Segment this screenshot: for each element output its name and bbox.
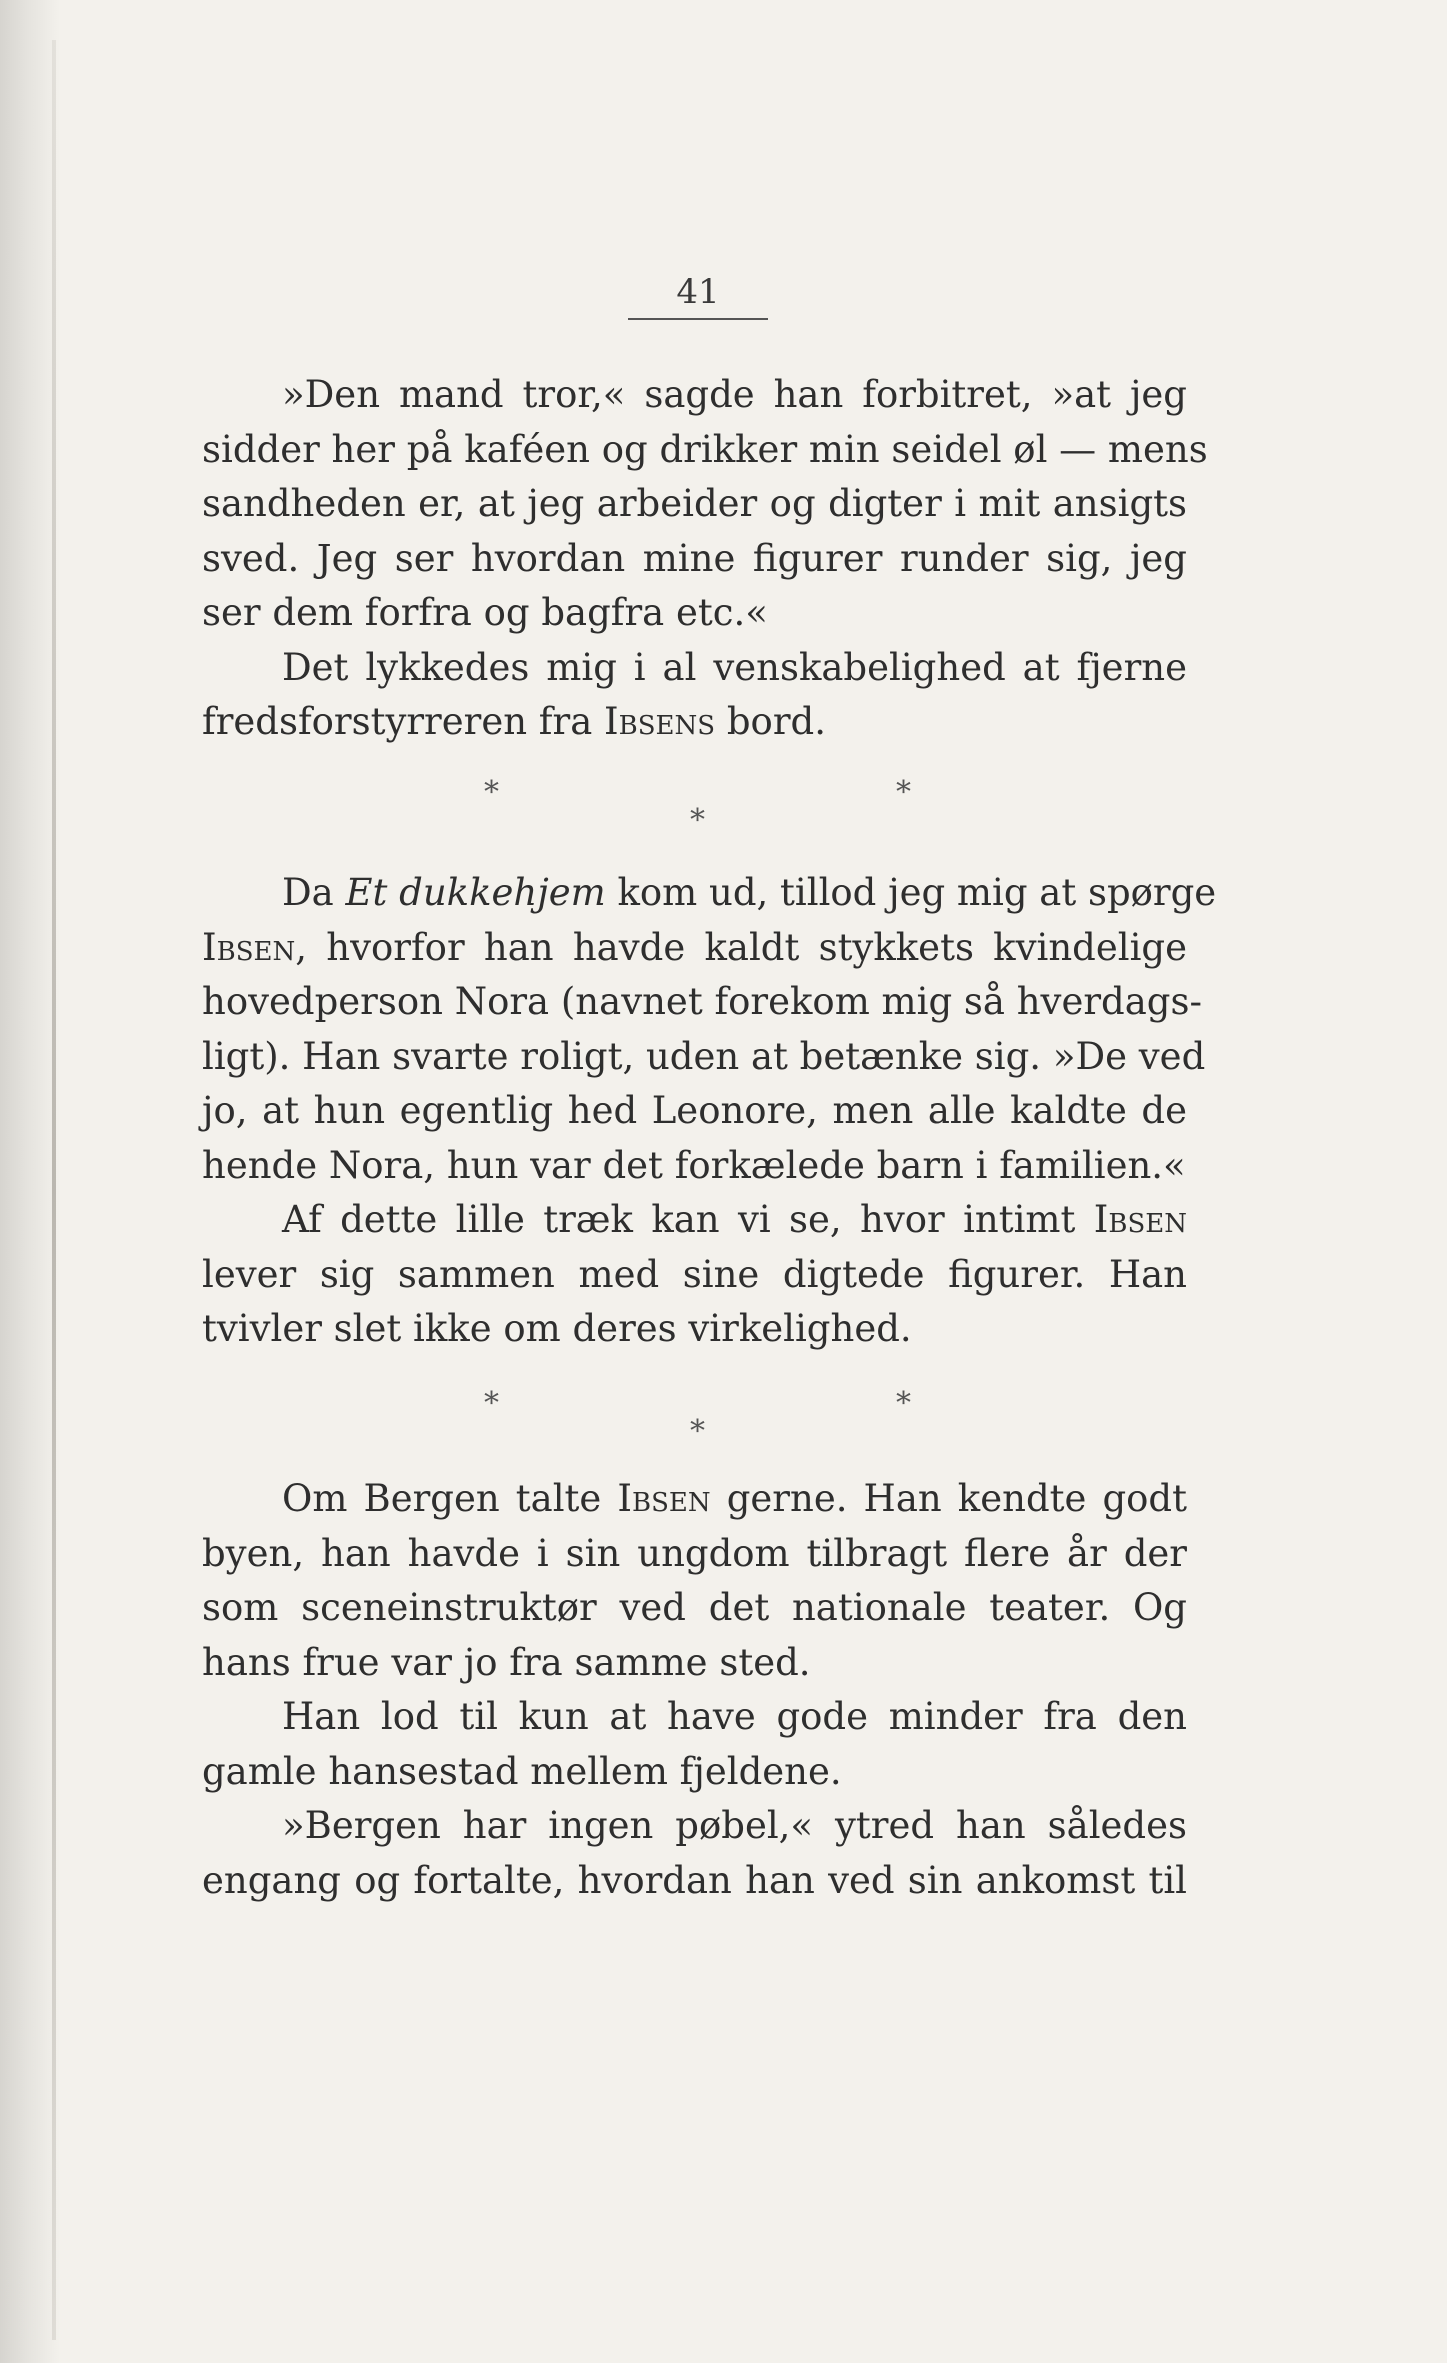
text-line <box>202 1527 1187 1582</box>
text-line <box>202 368 1187 423</box>
line-text: byen, han havde i sin ungdom tilbragt flere år der <box>202 1531 1187 1575</box>
line-text: »Bergen har ingen pøbel,« ytred han således <box>282 1804 1187 1847</box>
line-text: , hvorfor han havde kaldt stykkets kvindelige <box>295 925 1187 969</box>
text-line <box>202 866 1217 921</box>
text-line <box>202 586 1187 641</box>
paragraph-block-1 <box>202 368 1208 750</box>
text-line <box>202 641 1187 696</box>
line-text: sved. Jeg ser hvordan mine figurer runder sig, jeg <box>202 536 1187 580</box>
line-text: bord. <box>715 700 826 743</box>
text-line <box>202 477 1187 532</box>
line-text: hovedperson Nora (navnet forekom mig så hverdags- <box>202 980 1202 1023</box>
small-caps-name: Ibsen <box>202 925 296 969</box>
line-text: sandheden er, at jeg arbeider og digter i mit ansigts <box>202 482 1187 525</box>
text-line <box>202 975 1202 1030</box>
page-number-rule <box>628 318 768 320</box>
text-line <box>202 532 1187 587</box>
line-text: Da <box>282 871 346 914</box>
line-text: Han lod til kun at have gode minder fra den <box>282 1695 1187 1738</box>
line-text: »Den mand tror,« sagde han forbitret, »at jeg <box>282 373 1187 416</box>
line-text: lever sig sammen med sine digtede figurer. Han <box>202 1252 1187 1296</box>
page-number: 41 <box>676 272 720 312</box>
text-line <box>202 695 1187 750</box>
line-text: ligt). Han svarte roligt, uden at betænke sig. »De ved <box>202 1034 1206 1078</box>
line-text: jo, at hun egentlig hed Leonore, men alle kaldte de <box>202 1089 1187 1132</box>
separator-star: * <box>484 1386 499 1421</box>
small-caps-name: Ibsen <box>617 1477 711 1520</box>
small-caps-name: Ibsens <box>604 700 716 743</box>
separator-star: * <box>690 1414 705 1449</box>
text-line <box>202 1302 1187 1357</box>
text-line <box>202 1193 1187 1248</box>
small-caps-name: Ibsen <box>1093 1198 1187 1241</box>
line-text: gamle hansestad mellem fjeldene. <box>202 1749 842 1793</box>
line-text: sidder her på kaféen og drikker min seidel øl — mens <box>202 427 1208 471</box>
separator-star: * <box>896 775 911 810</box>
text-line <box>202 1139 1187 1194</box>
text-line <box>202 423 1208 478</box>
line-text: gerne. Han kendte godt <box>710 1477 1187 1520</box>
text-line <box>202 1030 1206 1085</box>
text-line <box>202 1799 1187 1854</box>
line-text: Af dette lille træk kan vi se, hvor intimt <box>282 1198 1094 1241</box>
section-separator-2 <box>202 1386 1187 1456</box>
line-text: engang og fortalte, hvordan han ved sin ankomst til <box>202 1858 1187 1902</box>
paragraph-block-3 <box>202 1472 1187 1908</box>
paragraph-block-2 <box>202 866 1217 1357</box>
line-text: Det lykkedes mig i al venskabelighed at fjerne <box>282 645 1187 689</box>
line-text: som sceneinstruktør ved det nationale teater. Og <box>202 1586 1187 1629</box>
text-line <box>202 921 1187 976</box>
section-separator-1 <box>202 775 1187 845</box>
text-line <box>202 1745 1187 1800</box>
text-line <box>202 1636 1187 1691</box>
line-text: tvivler slet ikke om deres virkelighed. <box>202 1307 912 1350</box>
line-text: fredsforstyrreren fra <box>202 700 605 743</box>
text-line <box>202 1472 1187 1527</box>
text-line <box>202 1248 1187 1303</box>
text-line <box>202 1084 1187 1139</box>
line-text: hende Nora, hun var det forkælede barn i familien.« <box>202 1143 1186 1187</box>
line-text: kom ud, tillod jeg mig at spørge <box>605 871 1217 914</box>
page-edge-shadow <box>0 0 60 2363</box>
line-text: hans frue var jo fra samme sted. <box>202 1640 811 1684</box>
text-line <box>202 1690 1187 1745</box>
text-line <box>202 1581 1187 1636</box>
text-line <box>202 1854 1187 1909</box>
spine-mark <box>52 40 56 2340</box>
line-text: ser dem forfra og bagfra etc.« <box>202 591 768 634</box>
separator-star: * <box>690 803 705 838</box>
separator-star: * <box>484 775 499 810</box>
separator-star: * <box>896 1386 911 1421</box>
italic-title: Et dukkehjem <box>345 871 606 914</box>
line-text: Om Bergen talte <box>282 1477 618 1520</box>
